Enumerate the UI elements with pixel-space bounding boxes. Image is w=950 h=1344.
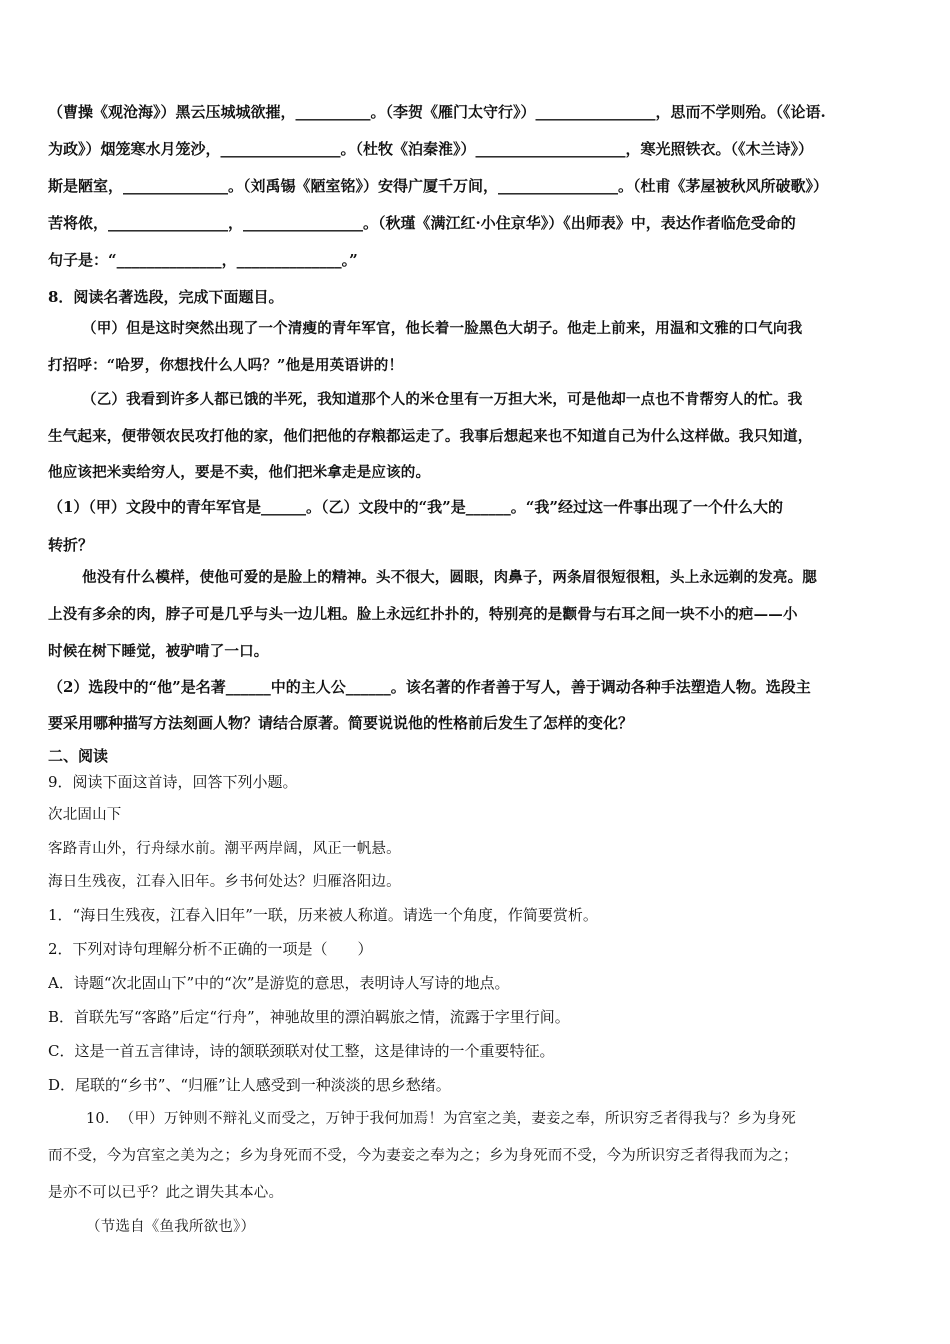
q10-line-2: 而不受，今为宫室之美为之；乡为身死而不受，今为妻妾之奉为之；乡为身死而不受，今为所识穷乏者得我而为之；: [48, 1148, 798, 1164]
q8-yi-line-3: 他应该把米卖给穷人，要是不卖，他们把米拿走是应该的。: [48, 464, 431, 481]
q7-line-4: 苦将侬，________________，________________。（秋瑾《满江红·小住京华》）《出师表》中，表达作者临危受命的: [48, 214, 796, 232]
q9-option-c: C．这是一首五言律诗，诗的颔联颈联对仗工整，这是律诗的一个重要特征。: [48, 1042, 555, 1060]
q8-sub1-line-2: 转折？: [48, 536, 94, 554]
q8-passage-line-1: 他没有什么模样，使他可爱的是脸上的精神。头不很大，圆眼，肉鼻子，两条眉很短很粗，头上永远剃的发亮。腮: [82, 569, 817, 586]
section-title: 二、阅读: [48, 747, 109, 765]
q10-line-3: 是亦不可以已乎？此之谓失其本心。: [48, 1185, 284, 1201]
q7-line-1: （曹操《观沧海》）黑云压城城欲摧，__________。（李贺《雁门太守行》）________________，思而不学则殆。（《论语.: [48, 103, 826, 121]
q9-option-b: B．首联先写“客路”后定“行舟”，神驰故里的漂泊羁旅之情，流露于字里行间。: [48, 1008, 570, 1026]
q7-line-5: 句子是：“______________，______________。”: [48, 251, 358, 269]
q9-option-d: D．尾联的“乡书”、“归雁”让人感受到一种淡淡的思乡愁绪。: [48, 1076, 451, 1094]
q8-passage-line-3: 时候在树下睡觉，被驴啃了一口。: [48, 643, 269, 660]
q8-yi-line-2: 生气起来，便带领农民攻打他的家，他们把他的存粮都运走了。我事后想起来也不知道自己为什么这样做。我只知道，: [48, 428, 813, 445]
q8-heading: 8．阅读名著选段，完成下面题目。: [48, 288, 284, 306]
q8-yi-line-1: （乙）我看到许多人都已饿的半死，我知道那个人的米仓里有一万担大米，可是他却一点也不肯帮穷人的忙。我: [82, 391, 803, 408]
poem-line-1: 客路青山外，行舟绿水前。潮平两岸阔，风正一帆悬。: [48, 841, 401, 857]
q8-jia-line-1: （甲）但是这时突然出现了一个清瘦的青年军官，他长着一脸黑色大胡子。他走上前来，用温和文雅的口气向我: [82, 320, 803, 337]
poem-title: 次北固山下: [48, 807, 122, 823]
q10-line-1: 10． （甲）万钟则不辩礼义而受之，万钟于我何加焉！为宫室之美，妻妾之奉，所识穷乏者得我与？乡为身死: [86, 1111, 796, 1127]
q7-line-2: 为政》）烟笼寒水月笼沙，________________。（杜牧《泊秦淮》）____________________，寒光照铁衣。（《木兰诗》）: [48, 140, 814, 158]
q8-passage-line-2: 上没有多余的肉，脖子可是几乎与头一边儿粗。脸上永远红扑扑的，特别亮的是颧骨与右耳之间一块不小的疤——小: [48, 606, 798, 623]
q9-heading: 9．阅读下面这首诗，回答下列小题。: [48, 773, 298, 791]
q9-item-2: 2．下列对诗句理解分析不正确的一项是（ ）: [48, 940, 373, 958]
q8-sub1-line-1: （1）（甲）文段中的青年军官是______。（乙）文段中的“我”是______。“我”经过这一件事出现了一个什么大的: [48, 498, 783, 516]
q8-sub2-line-1: （2）选段中的“他”是名著______中的主人公______。该名著的作者善于写人，善于调动各种手法塑造人物。选段主: [48, 678, 811, 696]
q9-option-a: A．诗题“次北固山下”中的“次”是游览的意思，表明诗人写诗的地点。: [48, 974, 510, 992]
q10-source: （节选自《鱼我所欲也》）: [86, 1219, 256, 1235]
q8-jia-line-2: 打招呼：“哈罗，你想找什么人吗？”他是用英语讲的！: [48, 357, 404, 374]
q7-line-3: 斯是陋室，______________。（刘禹锡《陋室铭》）安得广厦千万间，________________。（杜甫《茅屋被秋风所破歌》）: [48, 177, 829, 195]
q8-sub2-line-2: 要采用哪种描写方法刻画人物？请结合原著。简要说说他的性格前后发生了怎样的变化？: [48, 714, 634, 732]
poem-line-2: 海日生残夜，江春入旧年。乡书何处达？归雁洛阳边。: [48, 874, 401, 890]
q9-item-1: 1．“海日生残夜，江春入旧年”一联，历来被人称道。请选一个角度，作简要赏析。: [48, 906, 598, 924]
